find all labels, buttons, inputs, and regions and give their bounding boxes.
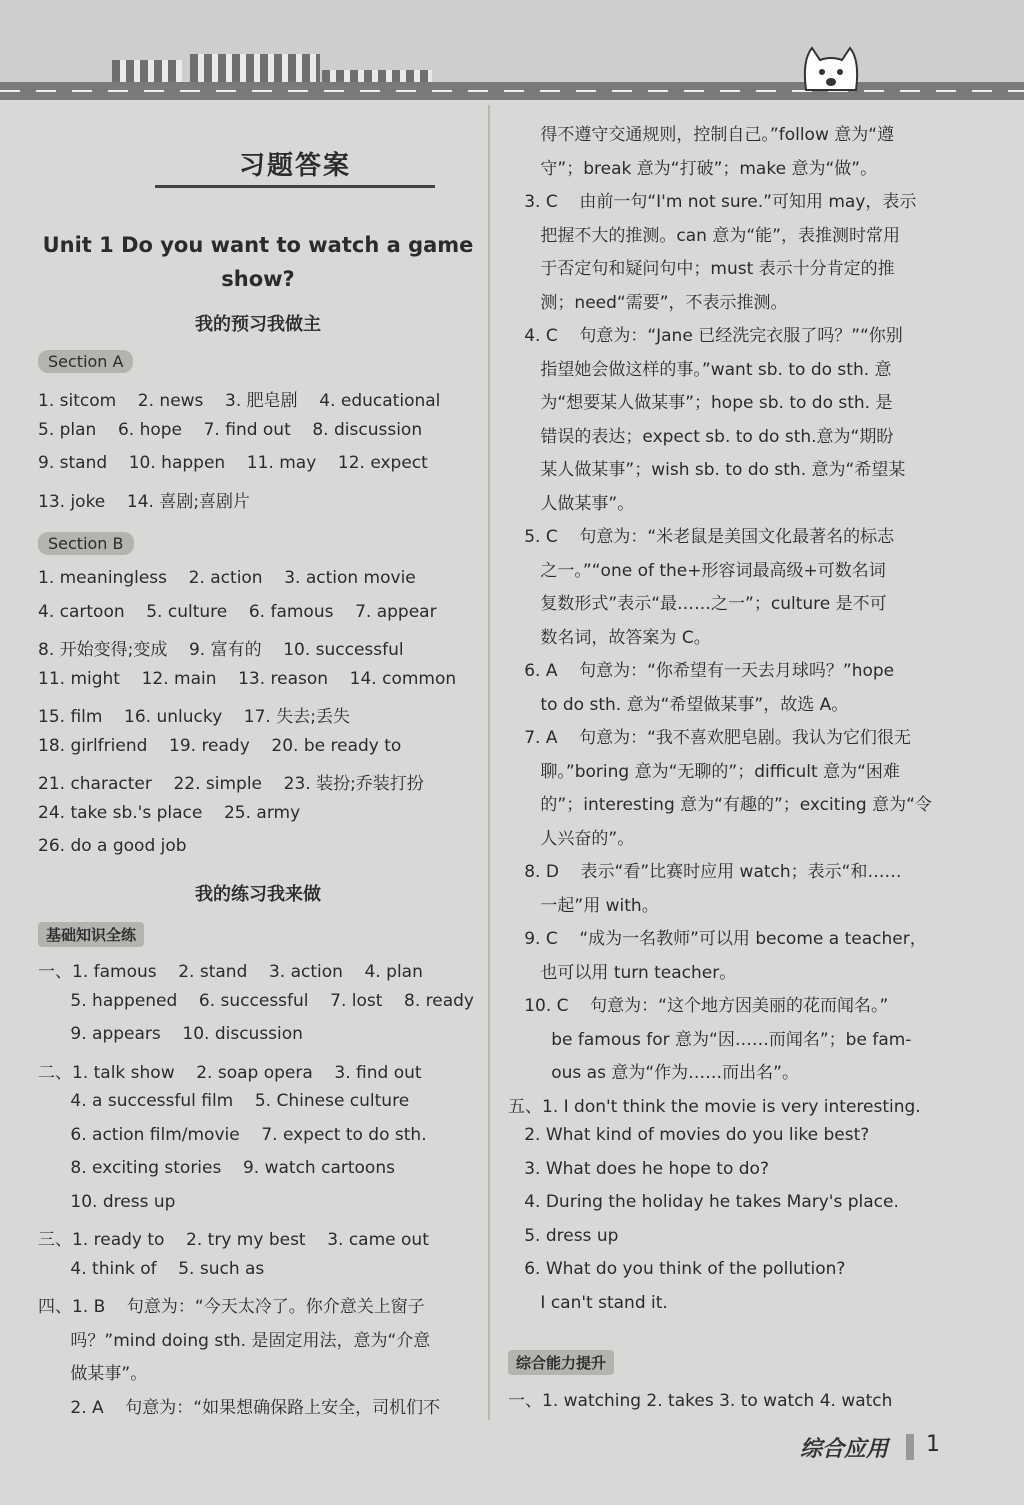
answer-line: I can't stand it.: [508, 1292, 668, 1313]
unit-title-line: Unit 1 Do you want to watch a game: [42, 233, 474, 257]
answer-line: 5. C 句意为：“米老鼠是美国文化最著名的标志: [508, 527, 895, 547]
answer-line: 2. What kind of movies do you like best?: [508, 1125, 870, 1145]
answer-line: 也可以用 turn teacher。: [508, 962, 737, 983]
answer-line: 之一。”“one of the+形容词最高级+可数名词: [508, 560, 886, 581]
answer-line: 人兴奋的”。: [508, 828, 635, 849]
answer-line: 一起”用 with。: [508, 895, 659, 916]
section-a-tag: Section A: [38, 350, 133, 373]
cat-mascot-icon: [798, 40, 864, 98]
column-divider: [488, 105, 490, 1420]
answer-line: 24. take sb.'s place 25. army: [38, 802, 301, 823]
answer-line: 9. appears 10. discussion: [38, 1024, 303, 1044]
answer-line: 4. cartoon 5. culture 6. famous 7. appear: [38, 601, 437, 622]
answer-line: 5. dress up: [508, 1225, 619, 1246]
answer-line: 6. A 句意为：“你希望有一天去月球吗？”hope: [508, 661, 895, 681]
comprehensive-tag: 综合能力提升: [508, 1350, 614, 1375]
answer-line: 四、1. B 句意为：“今天太冷了。你介意关上窗子: [38, 1297, 425, 1317]
building-decoration: [190, 54, 320, 84]
comprehensive-line: 一、1. watching 2. takes 3. to watch 4. watch: [508, 1391, 893, 1411]
building-decoration: [112, 60, 182, 84]
answer-line: 8. D 表示“看”比赛时应用 watch；表示“和……: [508, 862, 902, 882]
answer-line: 为“想要某人做某事”；hope sb. to do sth. 是: [508, 393, 893, 413]
answer-line: 8. 开始变得;变成 9. 富有的 10. successful: [38, 640, 404, 660]
answer-line: 5. plan 6. hope 7. find out 8. discussion: [38, 419, 423, 440]
answer-line: 五、1. I don't think the movie is very interesting.: [508, 1096, 921, 1117]
answer-line: 指望她会做这样的事。”want sb. to do sth. 意: [508, 359, 892, 380]
answer-line: 某人做某事”；wish sb. to do sth. 意为“希望某: [508, 460, 906, 480]
answer-line: 得不遵守交通规则，控制自己。”follow 意为“遵: [508, 125, 895, 145]
subheading-preview: 我的预习我做主: [195, 314, 321, 335]
answer-line: 3. What does he hope to do?: [508, 1158, 769, 1179]
title-rule: [155, 185, 435, 188]
answer-line: 3. C 由前一句“I'm not sure.”可知用 may，表示: [508, 192, 917, 212]
answer-line: 4. C 句意为：“Jane 已经洗完衣服了吗？”“你别: [508, 326, 903, 346]
page-title: 习题答案: [238, 151, 351, 181]
unit-title: [38, 228, 478, 296]
answer-line: 21. character 22. simple 23. 装扮;乔装打扮: [38, 774, 424, 794]
answer-line: 8. exciting stories 9. watch cartoons: [38, 1158, 395, 1178]
answer-line: 把握不大的推测。can 意为“能”，表推测时常用: [508, 225, 900, 246]
answer-line: 6. What do you think of the pollution?: [508, 1259, 846, 1279]
answer-line: 4. think of 5. such as: [38, 1258, 265, 1279]
basic-knowledge-tag: 基础知识全练: [38, 922, 144, 947]
answer-line: 二、1. talk show 2. soap opera 3. find out: [38, 1062, 422, 1083]
answer-line: 做某事”。: [38, 1364, 148, 1384]
answer-line: 吗？”mind doing sth. 是固定用法，意为“介意: [38, 1330, 431, 1351]
answer-line: 于否定句和疑问句中；must 表示十分肯定的推: [508, 259, 895, 279]
answer-line: 测；need“需要”，不表示推测。: [508, 292, 788, 313]
answer-line: be famous for 意为“因……而闻名”；be fam-: [508, 1029, 912, 1050]
answer-line: 2. A 句意为：“如果想确保路上安全，司机们不: [38, 1397, 441, 1418]
answer-line: 9. C “成为一名教师”可以用 become a teacher，: [508, 929, 927, 949]
answer-line: 一、1. famous 2. stand 3. action 4. plan: [38, 962, 423, 982]
answer-line: 守”；break 意为“打破”；make 意为“做”。: [508, 158, 878, 179]
answer-line: 10. dress up: [38, 1191, 176, 1212]
answer-line: 11. might 12. main 13. reason 14. common: [38, 668, 457, 689]
answer-line: 26. do a good job: [38, 836, 187, 856]
footer-brand: 综合应用: [800, 1437, 889, 1462]
answer-line: 三、1. ready to 2. try my best 3. came out: [38, 1230, 429, 1250]
answer-line: 的”；interesting 意为“有趣的”；exciting 意为“令: [508, 795, 932, 815]
subheading-practice: 我的练习我来做: [195, 884, 321, 905]
answer-line: 1. sitcom 2. news 3. 肥皂剧 4. educational: [38, 391, 441, 411]
answer-line: 18. girlfriend 19. ready 20. be ready to: [38, 735, 402, 756]
answer-line: 4. a successful film 5. Chinese culture: [38, 1091, 410, 1111]
answer-line: 10. C 句意为：“这个地方因美丽的花而闻名。”: [508, 996, 889, 1016]
page-number: 1: [926, 1432, 940, 1457]
answer-line: 4. During the holiday he takes Mary's place.: [508, 1192, 899, 1212]
section-b-tag: Section B: [38, 532, 134, 555]
unit-title-line: show?: [221, 267, 295, 291]
answer-line: 9. stand 10. happen 11. may 12. expect: [38, 453, 428, 473]
answer-line: 数名词，故答案为 C。: [508, 627, 711, 648]
answer-line: to do sth. 意为“希望做某事”，故选 A。: [508, 694, 849, 715]
answer-line: 7. A 句意为：“我不喜欢肥皂剧。我认为它们很无: [508, 728, 911, 748]
answer-line: 复数形式”表示“最……之一”；culture 是不可: [508, 594, 887, 614]
answer-line: 聊。”boring 意为“无聊的”；difficult 意为“困难: [508, 761, 900, 782]
answer-line: 1. meaningless 2. action 3. action movie: [38, 568, 416, 588]
answer-line: 5. happened 6. successful 7. lost 8. ready: [38, 990, 474, 1011]
footer-bar: [906, 1434, 914, 1460]
answer-line: ous as 意为“作为……而出名”。: [508, 1063, 799, 1083]
answer-line: 错误的表达；expect sb. to do sth.意为“期盼: [508, 426, 894, 447]
answer-line: 6. action film/movie 7. expect to do sth.: [38, 1124, 427, 1145]
answer-line: 15. film 16. unlucky 17. 失去;丢失: [38, 707, 350, 727]
road-line: [0, 90, 1024, 92]
answer-line: 人做某事”。: [508, 493, 635, 514]
answer-line: 13. joke 14. 喜剧;喜剧片: [38, 491, 251, 512]
